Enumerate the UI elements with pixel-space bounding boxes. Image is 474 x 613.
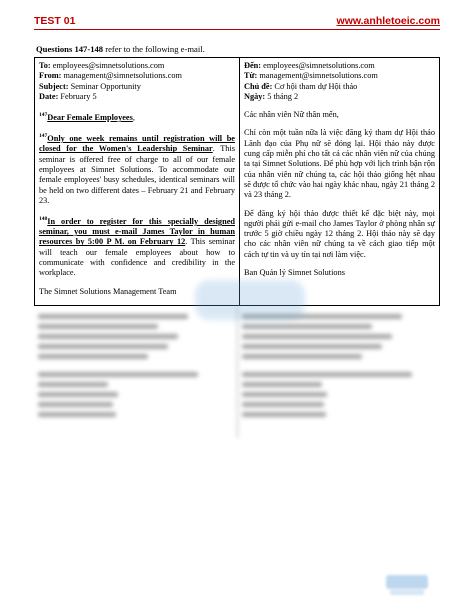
email-signature: The Simnet Solutions Management Team <box>39 286 177 296</box>
email-paragraph-1: $^{147}$Only one week remains until registration will be closed for the Women's Leadership Seminar. This seminar is offered free of charge to all of our female employees at Simnet Solutions. To accommodate our female employees' busy schedules, identical seminars will be held on two different dates – February 21 and February 23. <box>39 133 235 205</box>
email-vi-date: Ngày: 5 tháng 2 <box>244 91 299 101</box>
email-paragraph-2: $^{148}$In order to register for this specially designed seminar, you must e-mail James Taylor in human resources by 5:00 P M. on February 12. This seminar will teach our female employees about how to communicate with confidence and credibility in the workplace. <box>39 216 235 278</box>
email-vietnamese-column <box>240 58 439 305</box>
email-vi-paragraph-1: Chỉ còn một tuần nữa là việc đăng ký tham dự Hội thảo Lãnh đạo của Phụ nữ sẽ đóng lại. Hội thảo này được cung cấp miễn phí cho tất cả các nhân viên nữ của chúng ta tại Simnet Solutions. Để phù hợp với lịch trình bận rộn của nhân viên nữ chúng ta, các hội thảo giống hệt nhau sẽ được tổ chức vào hai ngày khác nhau, ngày 21 tháng 2 và 23 tháng 2. <box>244 128 435 200</box>
questions-range: Questions 147-148 <box>36 44 104 54</box>
questions-intro <box>36 44 205 54</box>
site-link[interactable]: www.anhletoeic.com <box>336 15 440 27</box>
anhle-watermark-icon <box>195 270 305 340</box>
email-vi-to: Đến: employees@simnetsolutions.com <box>244 61 375 70</box>
email-english-column <box>35 58 240 305</box>
email-table <box>34 57 440 306</box>
email-vi-subject: Chủ đề: Cơ hội tham dự Hội thảo <box>244 81 358 91</box>
email-vi-signature: Ban Quản lý Simnet Solutions <box>244 268 345 278</box>
email-greeting: $^{147}$Dear Female Employees, <box>39 112 135 122</box>
email-from: From: management@simnetsolutions.com <box>39 71 182 81</box>
anhle-logo-icon <box>386 575 428 597</box>
email-vi-paragraph-2: Để đăng ký hội thảo được thiết kế đặc biệt này, mọi người phải gửi e-mail cho James Taylor ở phòng nhân sự trước 5 giờ chiều ngày 12 tháng 2. Hội thảo này sẽ dạy cho các nhân viên nữ chúng ta về cách giao tiếp một cách tự tin và uy tín tại nơi làm việc. <box>244 208 435 259</box>
email-to: To: employees@simnetsolutions.com <box>39 61 165 70</box>
email-vi-from: Từ: management@simnetsolutions.com <box>244 71 378 81</box>
header-divider <box>34 29 440 30</box>
test-label: TEST 01 <box>34 15 76 27</box>
email-date: Date: February 5 <box>39 91 97 101</box>
intro-text: refer to the following e-mail. <box>103 44 205 54</box>
email-subject: Subject: Seminar Opportunity <box>39 81 141 91</box>
page-header <box>0 0 474 34</box>
email-vi-greeting: Các nhân viên Nữ thân mến, <box>244 110 339 120</box>
